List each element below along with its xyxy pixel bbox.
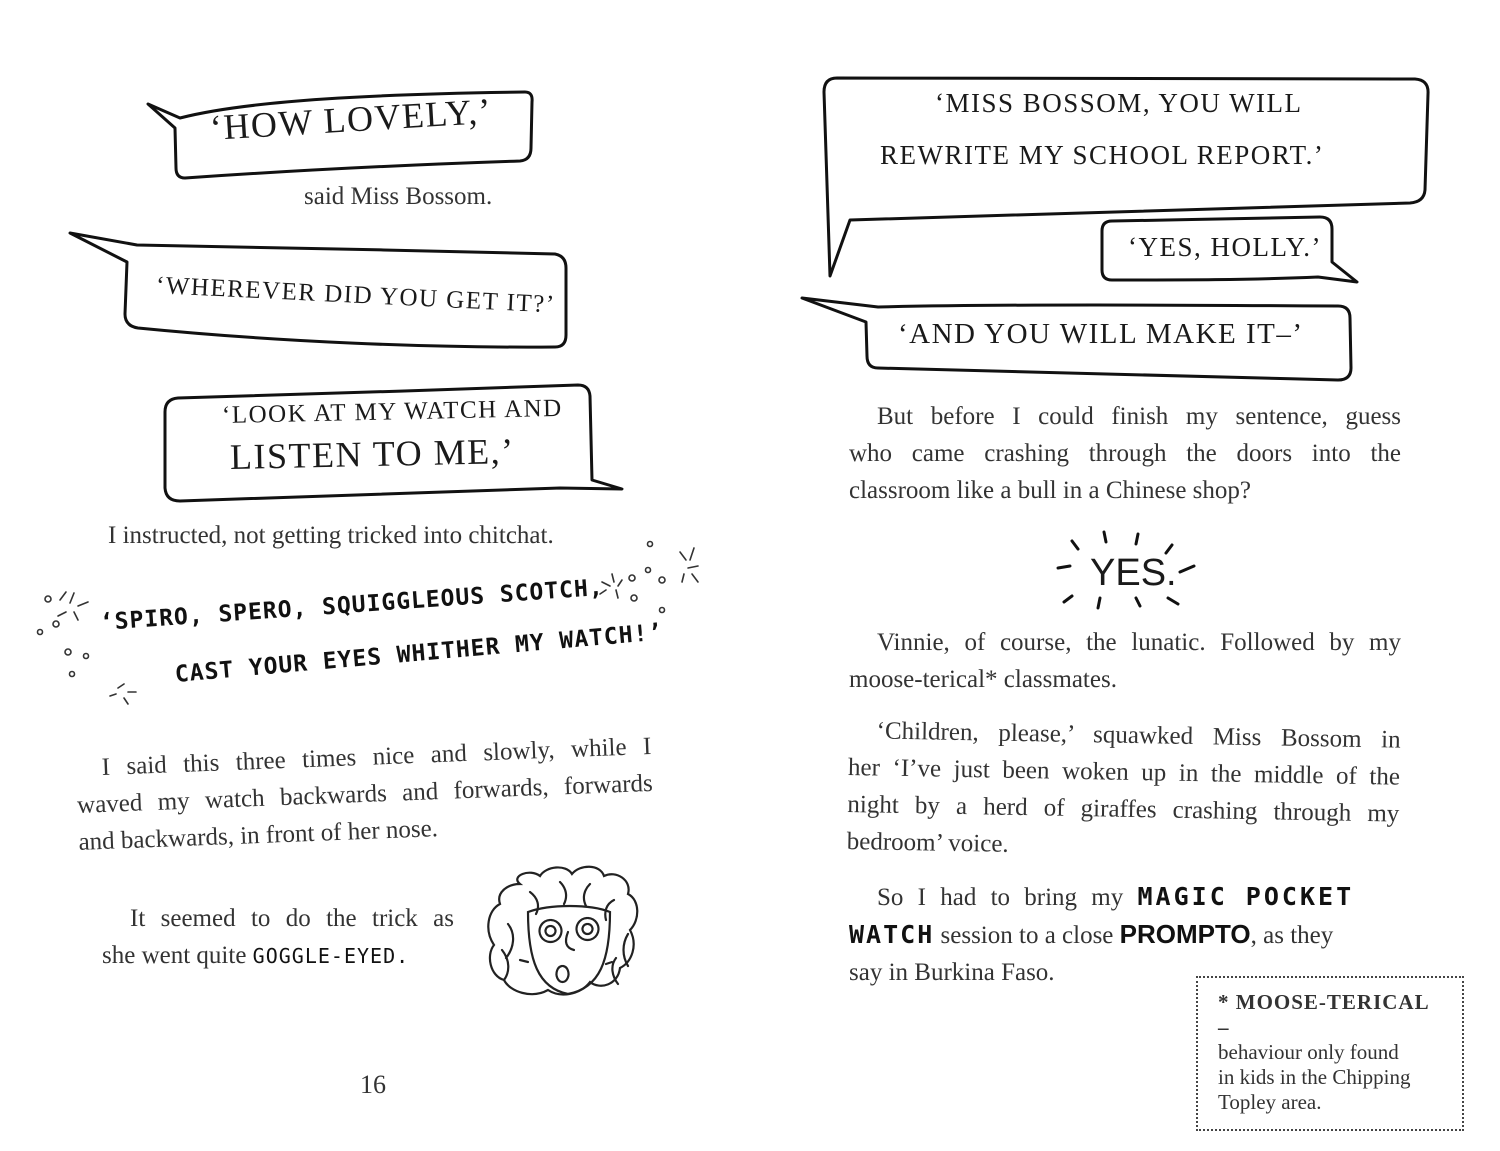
- bubble-report-line1: [935, 88, 1303, 119]
- paragraph-line: who came crashing through the doors into the: [849, 440, 1401, 467]
- magic-pocket-word: MAGIC POCKET: [1137, 882, 1355, 911]
- footnote-title: * MOOSE-TERICAL –: [1218, 990, 1429, 1039]
- paragraph-line: Vinnie, of course, the lunatic. Followed by my: [877, 629, 1401, 656]
- paragraph-vinnie: [849, 624, 1401, 698]
- paragraph-line: ‘Children, please,’ squawked Miss Bossom in: [876, 717, 1401, 754]
- said-miss-bossom: said Miss Bossom.: [304, 183, 493, 210]
- so-prefix: So I had to bring my: [877, 884, 1124, 911]
- paragraph-children: [846, 712, 1400, 870]
- paragraph-line: I said this three times nice and slowly, while I: [101, 732, 652, 781]
- spell-line2: CAST YOUR EYES WHITHER MY WATCH!’: [173, 619, 665, 688]
- paragraph-line: and backwards, in front of her nose.: [78, 815, 439, 856]
- paragraph-three-times: [75, 728, 655, 861]
- bubble-wherever-text: ‘WHEREVER DID YOU GET IT?’: [155, 272, 557, 319]
- paragraph-line: waved my watch backwards and forwards, forwards: [76, 769, 654, 819]
- footnote-line: Topley area.: [1218, 1090, 1322, 1114]
- paragraph-before: [849, 398, 1401, 509]
- paragraph-so: [849, 878, 1401, 991]
- footnote-line: behaviour only found: [1218, 1040, 1399, 1064]
- paragraph-trick: [102, 900, 454, 975]
- footnote-line: in kids in the Chipping: [1218, 1065, 1411, 1089]
- goggle-prefix: she went quite: [102, 942, 253, 969]
- dizzy-face-illustration-icon: [488, 867, 637, 995]
- bubble-and-you-text: ‘AND YOU WILL MAKE IT–’: [898, 318, 1304, 350]
- bubble-yes-holly-text: ‘YES, HOLLY.’: [1128, 232, 1323, 262]
- paragraph-line: [102, 937, 454, 975]
- paragraph-line: her ‘I’ve just been woken up in the middle of the: [847, 753, 1401, 791]
- watch-word: WATCH: [849, 920, 935, 949]
- bubble-how-lovely-text: ‘HOW LOVELY,’: [208, 90, 494, 148]
- bubble-report-line2-text: REWRITE MY SCHOOL REPORT.’: [880, 140, 1325, 170]
- instructed-line: I instructed, not getting tricked into chitchat.: [108, 522, 554, 549]
- so-post: , as they: [1250, 922, 1334, 949]
- paragraph-line: classroom like a bull in a Chinese shop?: [849, 477, 1252, 504]
- paragraph-line: moose-terical* classmates.: [849, 666, 1117, 693]
- bubble-look-line1: ‘LOOK AT MY WATCH AND: [221, 394, 563, 429]
- footnote-box: [1196, 976, 1464, 1131]
- paragraph-line: bedroom’ voice.: [846, 827, 1009, 858]
- page-number: 16: [360, 1070, 386, 1099]
- paragraph-line: It seemed to do the trick as: [130, 905, 454, 932]
- spell-line1: ‘SPIRO, SPERO, SQUIGGLEOUS SCOTCH,: [99, 574, 605, 636]
- bubble-look-line2: LISTEN TO ME,’: [229, 431, 516, 477]
- paragraph-line: night by a herd of giraffes crashing through my: [847, 790, 1400, 828]
- bubble-report-line2: [880, 140, 1324, 171]
- paragraph-line: say in Burkina Faso.: [849, 959, 1055, 986]
- goggle-eyed-word: GOGGLE-EYED.: [252, 944, 410, 968]
- paragraph-line: [849, 916, 1401, 954]
- paragraph-line: [849, 878, 1401, 916]
- so-mid: session to a close: [934, 922, 1120, 949]
- bubble-report-line1-text: ‘MISS BOSSOM, YOU WILL: [935, 88, 1303, 118]
- paragraph-line: But before I could finish my sentence, guess: [877, 403, 1401, 430]
- prompto-word: PROMPTO: [1119, 919, 1251, 949]
- yes-exclaim: YES.: [1090, 552, 1177, 594]
